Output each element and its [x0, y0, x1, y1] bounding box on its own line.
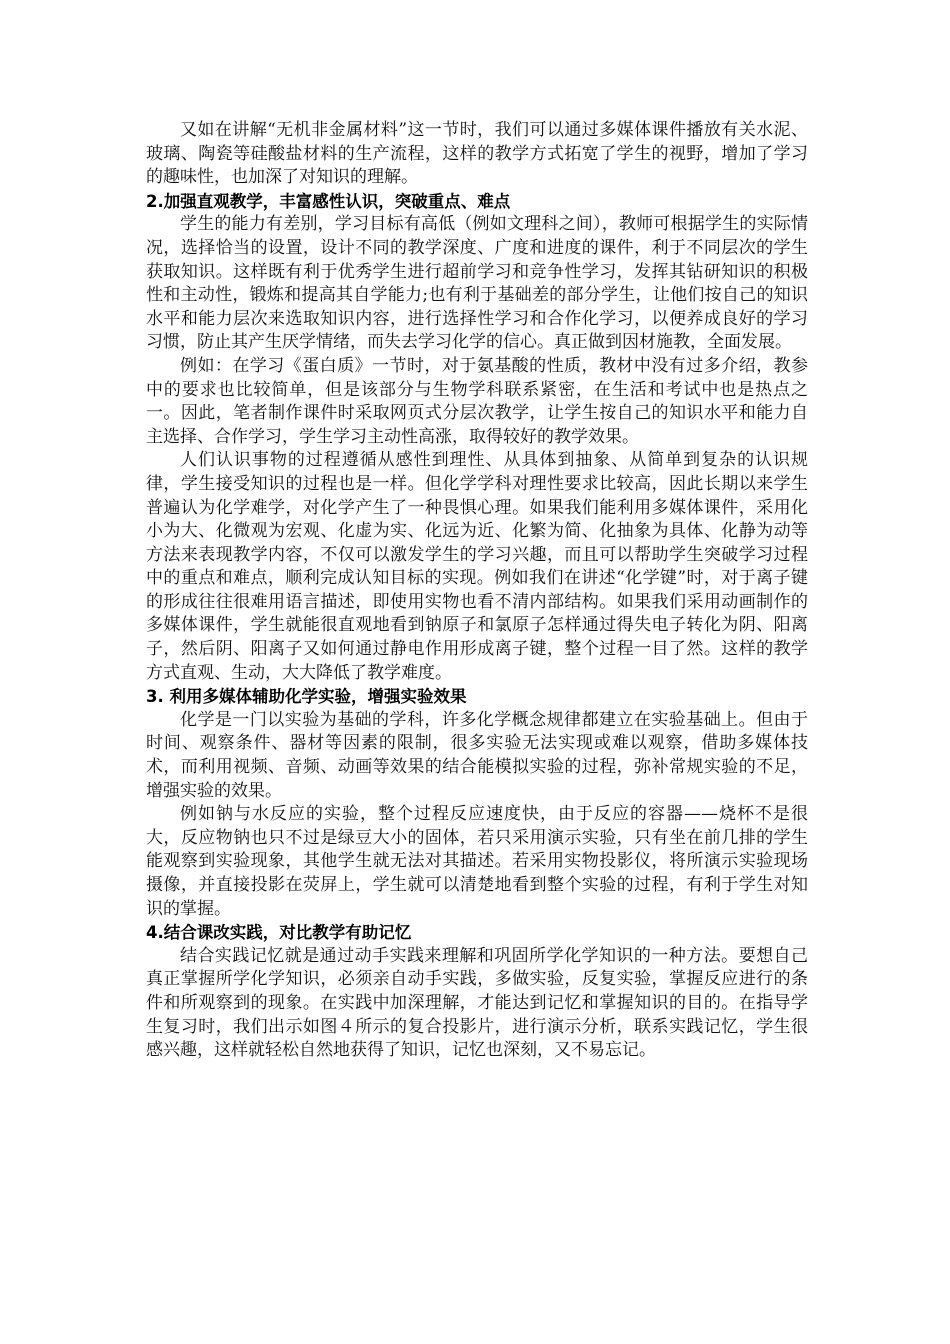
section-4-paragraph-1: 结合实践记忆就是通过动手实践来理解和巩固所学化学知识的一种方法。要想自己真正掌握所学化学知识，必须亲自动手实践，多做实验，反复实验，掌握反应进行的条件和所观察到的现象。在实践中加深理解，才能达到记忆和掌握知识的目的。在指导学生复习时，我们出示如图４所示的复合投影片，进行演示分析，联系实践记忆，学生很感兴趣，这样就轻松自然地获得了知识，记忆也深刻，又不易忘记。 — [146, 945, 808, 1061]
section-4-heading: 4.结合课改实践，对比教学有助记忆 — [146, 923, 412, 943]
section-3-paragraph-2: 例如钠与水反应的实验，整个过程反应速度快，由于反应的容器——烧杯不是很大，反应物钠也只不过是绿豆大小的固体，若只采用演示实验，只有坐在前几排的学生能观察到实验现象，其他学生就无法对其描述。若采用实物投影仪，将所演示实验现场摄像，并直接投影在荧屏上，学生就可以清楚地看到整个实验的过程，有利于学生对知识的掌握。 — [146, 804, 808, 919]
section-3-heading: 3. 利用多媒体辅助化学实验，增强实验效果 — [146, 687, 467, 707]
document-page — [146, 119, 808, 1063]
section-2-paragraph-3: 人们认识事物的过程遵循从感性到理性、从具体到抽象、从简单到复杂的认识规律，学生接受知识的过程也是一样。但化学学科对理性要求比较高，因此长期以来学生普遍认为化学难学，对化学产生了一种畏惧心理。如果我们能利用多媒体课件，采用化小为大、化微观为宏观、化虚为实、化远为近、化繁为简、化抽象为具体、化静为动等方法来表现教学内容，不仅可以激发学生的学习兴趣，而且可以帮助学生突破学习过程中的重点和难点，顺利完成认知目标的实现。例如我们在讲述“化学键”时，对于离子键的形成往往很难用语言描述，即使用实物也看不清内部结构。如果我们采用动画制作的多媒体课件，学生就能很直观地看到钠原子和氯原子怎样通过得失电子转化为阴、阳离子，然后阴、阳离子又如何通过静电作用形成离子键，整个过程一目了然。这样的教学方式直观、生动，大大降低了教学难度。 — [146, 450, 808, 683]
section-2-paragraph-1: 学生的能力有差别，学习目标有高低（例如文理科之间），教师可根据学生的实际情况，选择恰当的设置，设计不同的教学深度、广度和进度的课件，利于不同层次的学生获取知识。这样既有利于优秀学生进行超前学习和竞争性学习，发挥其钻研知识的积极性和主动性，锻炼和提高其自学能力;也有利于基础差的部分学生，让他们按自己的知识水平和能力层次来选取知识内容，进行选择性学习和合作化学习，以便养成良好的学习习惯，防止其产生厌学情绪，而失去学习化学的信心。真正做到因材施教，全面发展。 — [146, 214, 808, 353]
section-2-paragraph-2: 例如：在学习《蛋白质》一节时，对于氨基酸的性质，教材中没有过多介绍，教参中的要求也比较简单，但是该部分与生物学科联系紧密，在生活和考试中也是热点之一。因此，笔者制作课件时采取网页式分层次教学，让学生按自己的知识水平和能力自主选择、合作学习，学生学习主动性高涨，取得较好的教学效果。 — [146, 355, 808, 447]
section-2-heading: 2.加强直观教学，丰富感性认识，突破重点、难点 — [146, 191, 511, 211]
intro-paragraph: 又如在讲解“无机非金属材料”这一节时，我们可以通过多媒体课件播放有关水泥、玻璃、陶瓷等硅酸盐材料的生产流程，这样的教学方式拓宽了学生的视野，增加了学习的趣味性，也加深了对知识的理解。 — [146, 120, 808, 188]
section-3-paragraph-1: 化学是一门以实验为基础的学科，许多化学概念规律都建立在实验基础上。但由于时间、观察条件、器材等因素的限制，很多实验无法实现或难以观察，借助多媒体技术，而利用视频、音频、动画等效果的结合能模拟实验的过程，弥补常规实验的不足，增强实验的效果。 — [146, 709, 808, 801]
